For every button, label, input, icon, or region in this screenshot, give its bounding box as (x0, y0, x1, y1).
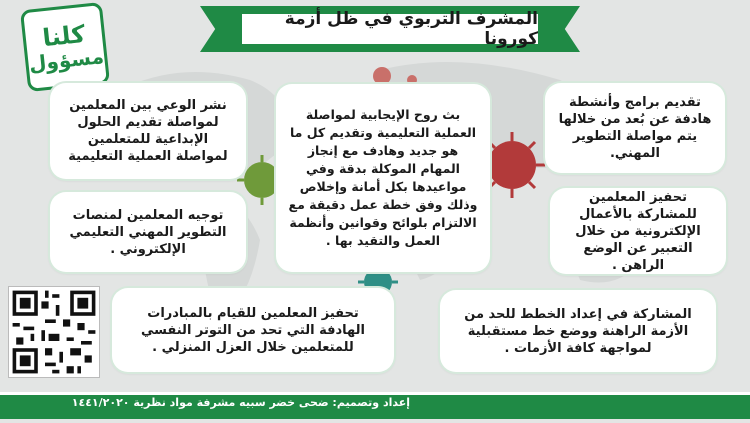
title-box (240, 9, 540, 49)
logo (20, 2, 110, 92)
card-right-top-text: تقديم برامج وأنشطة هادفة عن بُعد من خلالها يتم مواصلة التطوير المهني. (558, 95, 712, 161)
card-left-mid (50, 192, 246, 272)
logo-text-line1: كلنا (41, 19, 87, 53)
card-bottom-left (112, 288, 394, 372)
qr-code[interactable] (8, 286, 100, 378)
qr-code-icon (9, 287, 99, 377)
card-right-top (545, 83, 725, 173)
card-bottom-right-text: المشاركة في إعداد الخطط للحد من الأزمة الراهنة ووضع خط مستقبلية لمواجهة كافة الأزمات . (464, 306, 692, 356)
card-center-text: بث روح الإيجابية لمواصلة العملية التعليمية وتقديم كل ما هو جديد وهادف مع إنجاز المهام الموكلة بدقة وفي مواعيدها بكل أمانة وإخلاص وذلك وفق خطة عمل دقيقة مع الالتزام بلوائح وقوانين وأنظمة العمل والتقيد بها . (288, 107, 478, 248)
card-left-top (50, 83, 246, 179)
card-right-mid-text: تحفيز المعلمين للمشاركة بالأعمال الإلكترونية من خلال التعبير عن الوضع الراهن . (575, 189, 701, 273)
card-right-mid (550, 188, 726, 274)
card-bottom-left-text: تحفيز المعلمين للقيام بالمبادرات الهادفة التي تحد من التوتر النفسي للمتعلمين خلال العزل المنزلي . (141, 305, 365, 355)
card-center (276, 84, 490, 272)
footer-credit: إعداد وتصميم: ضحى خضر سبيه مشرفة مواد نظرية ١٤٤١/٢٠٢٠ (71, 396, 410, 409)
card-left-top-text: نشر الوعي بين المعلمين لمواصلة تقديم الحلول الإبداعية للمتعلمين لمواصلة العملية التعليمية (68, 98, 228, 164)
logo-text-line2: مسؤول (27, 44, 105, 76)
card-bottom-right (440, 290, 716, 372)
page-title: المشرف التربوي في ظل أزمة كورونا (284, 9, 538, 49)
card-left-mid-text: توجيه المعلمين لمنصات التطوير المهني التعليمي الإلكتروني . (69, 207, 227, 257)
